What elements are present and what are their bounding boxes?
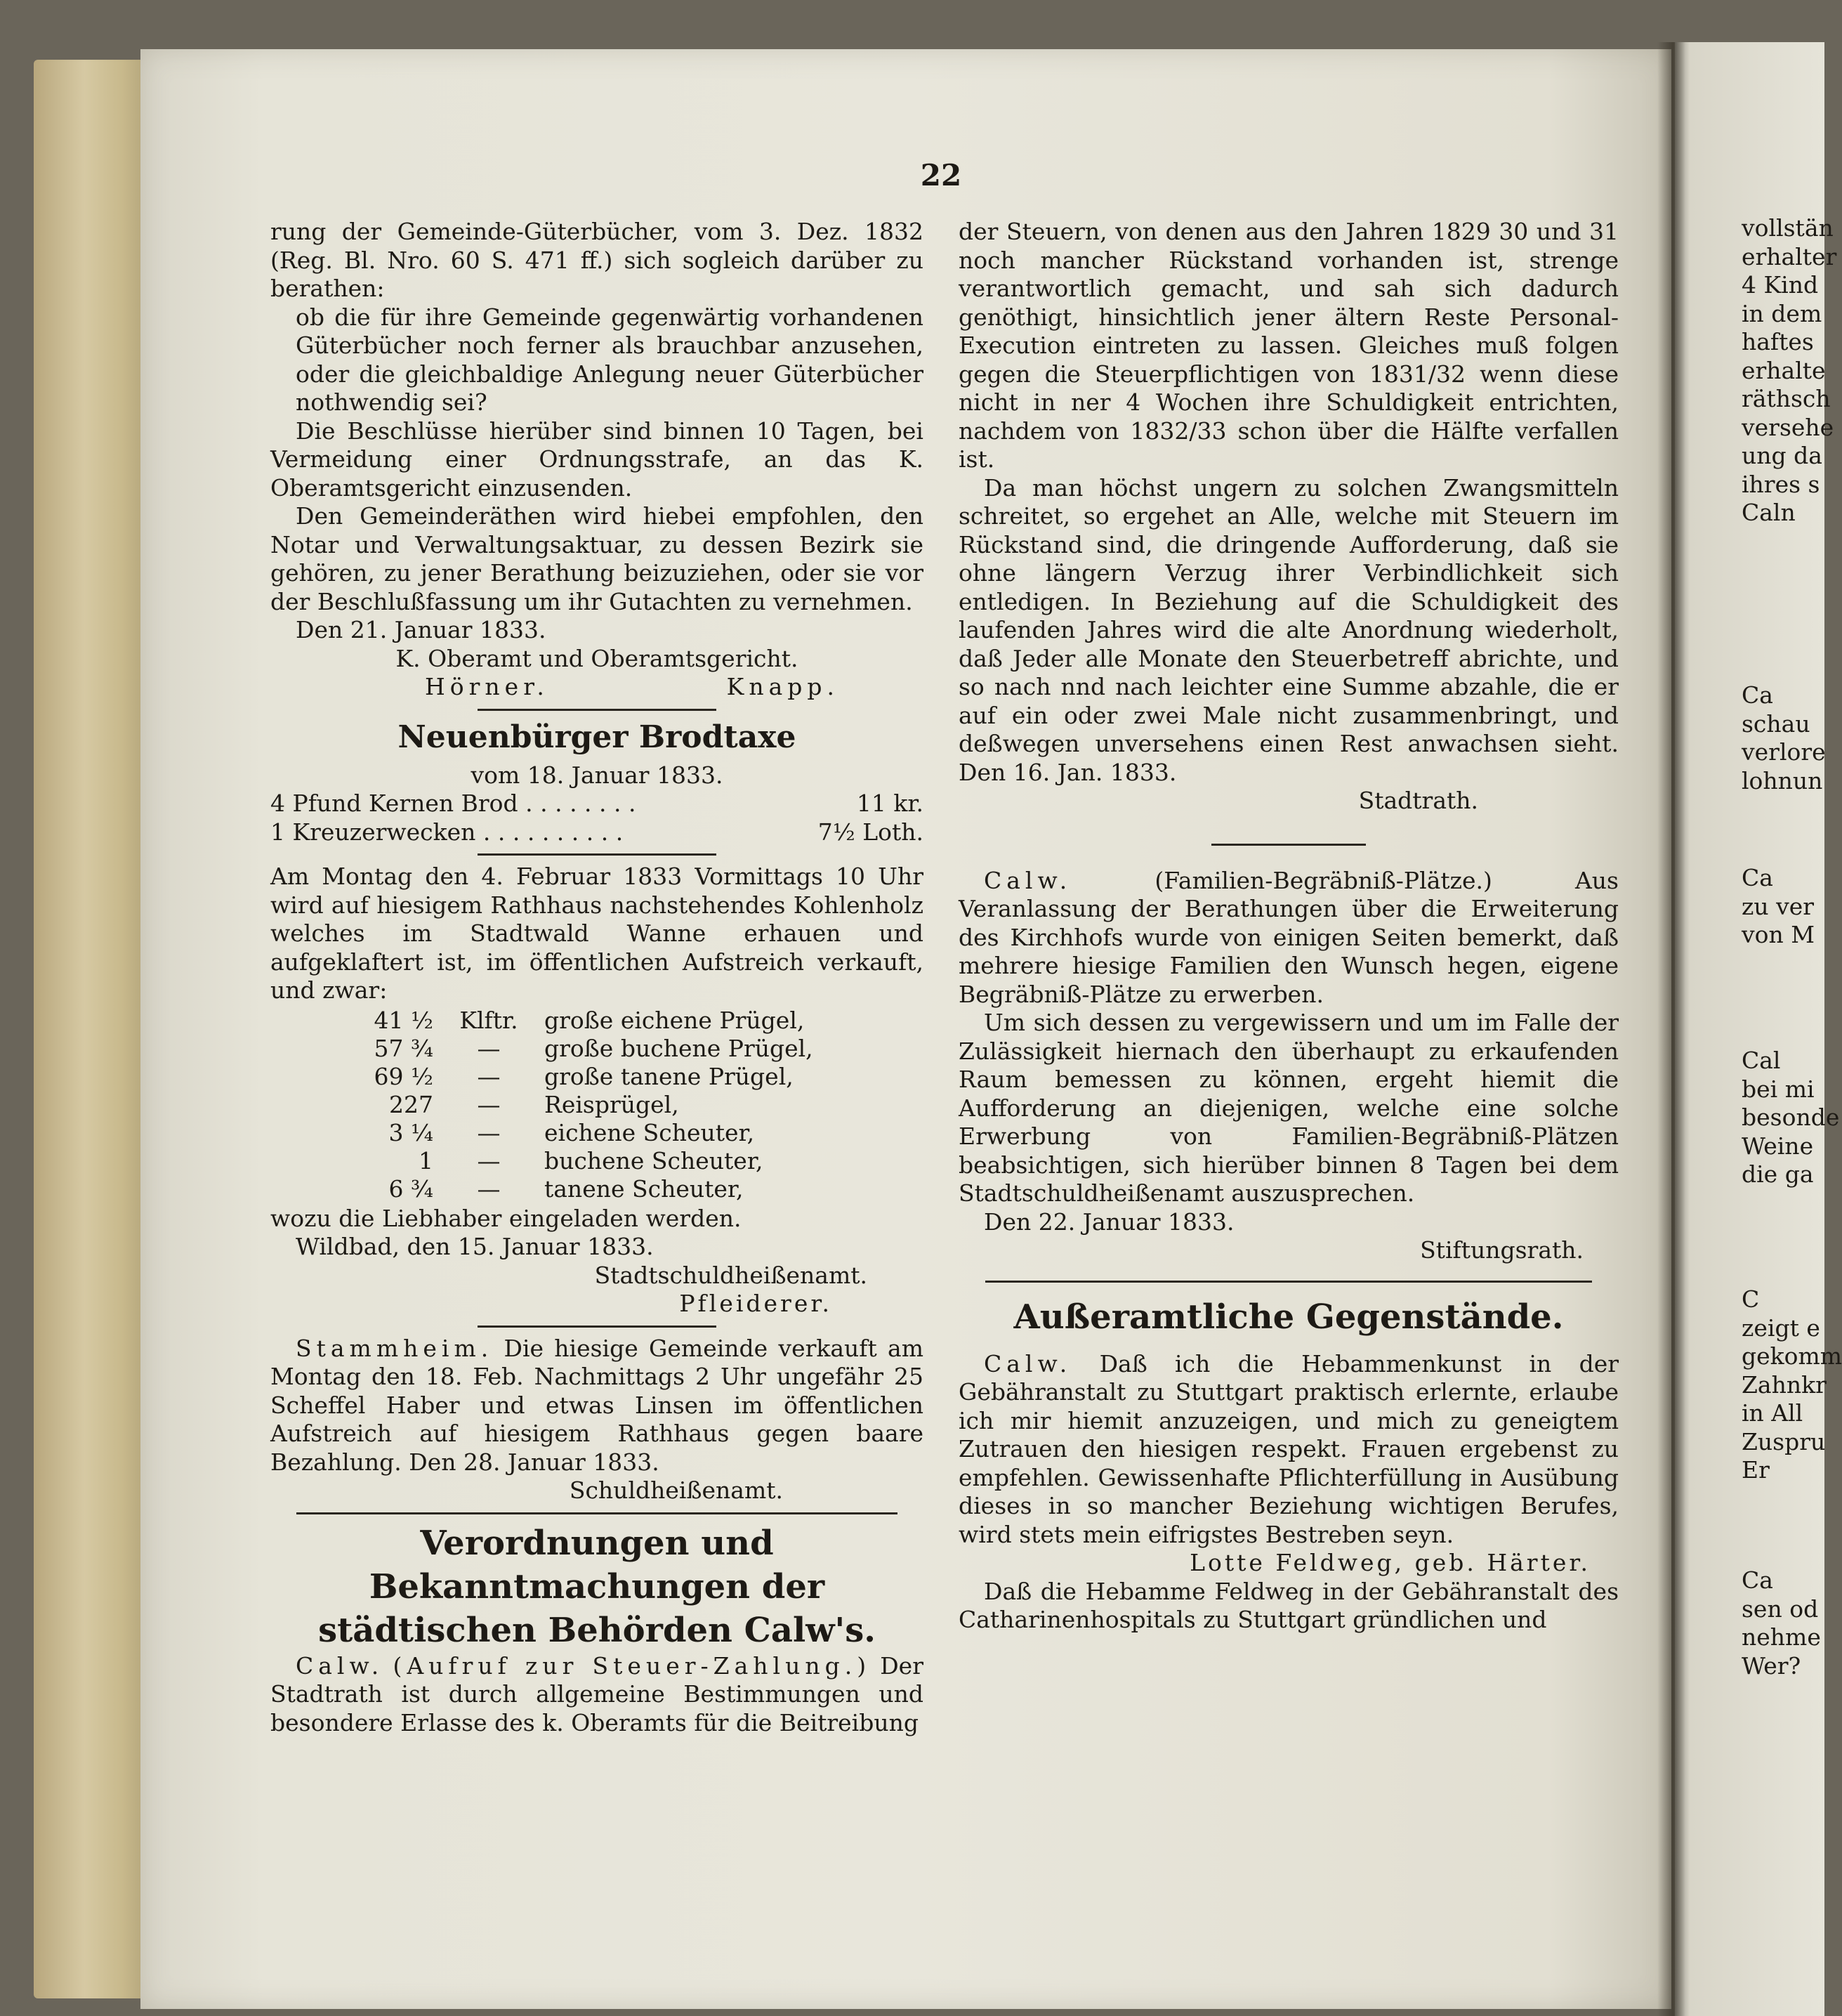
section-title: Außeramtliche Gegenstände. (1013, 1297, 1564, 1337)
notice-title: (Aufruf zur Steuer-Zahlung.) (393, 1651, 871, 1680)
unit: — (477, 1034, 501, 1062)
left-column (270, 218, 923, 1737)
desc: große eichene Prügel, (544, 1006, 805, 1034)
divider (1211, 844, 1366, 846)
np-line: Ca (1742, 864, 1773, 891)
np-line: ung da (1742, 442, 1822, 469)
place-name: Stammheim. (296, 1334, 494, 1362)
authority-line: Schuldheißenamt. (569, 1477, 783, 1504)
authority-line: Stadtrath. (1358, 787, 1478, 814)
next-page-block-6 (1675, 1566, 1821, 1680)
divider (478, 853, 716, 856)
np-line: verlore (1742, 738, 1826, 766)
signer: Hörner. (425, 673, 549, 700)
desc: große buchene Prügel, (544, 1034, 813, 1062)
np-line: besonde (1742, 1104, 1840, 1131)
bread-price: 11 kr. (856, 790, 923, 817)
np-line: gekomm (1742, 1342, 1842, 1370)
qty: 227 (389, 1090, 433, 1118)
signer: Pfleiderer. (679, 1290, 832, 1317)
np-line: in All (1742, 1399, 1803, 1427)
divider (478, 709, 716, 711)
place-name: Calw. (984, 1349, 1072, 1377)
qty: 57 ¾ (374, 1034, 433, 1062)
signature-row (270, 673, 923, 702)
next-page-block-3 (1675, 864, 1815, 950)
unit: — (477, 1062, 501, 1090)
table-row (348, 1091, 822, 1119)
qty: 41 ½ (374, 1006, 433, 1034)
np-line: nehme (1742, 1623, 1821, 1651)
right-column (959, 218, 1619, 1635)
np-line: in dem (1742, 299, 1822, 327)
qty: 3 ¼ (388, 1118, 433, 1146)
unit: — (477, 1118, 501, 1146)
qty: 69 ½ (374, 1062, 433, 1090)
intro-paragraph: rung der Gemeinde-Güterbücher, vom 3. Dez. 1832 (Reg. Bl. Nro. 60 S. 471 ff.) sich sogleich darüber zu berathen: (270, 218, 923, 302)
np-line: erhalter (1742, 242, 1837, 270)
authority-line: Stiftungsrath. (1420, 1236, 1584, 1264)
desc: buchene Scheuter, (544, 1146, 763, 1174)
np-line: Caln (1742, 499, 1796, 526)
desc: tanene Scheuter, (544, 1174, 744, 1203)
np-line: Ca (1742, 681, 1773, 709)
qty: 1 (419, 1146, 433, 1174)
section-divider (296, 1512, 897, 1514)
wood-intro: Am Montag den 4. Februar 1833 Vormittags 10 Uhr wird auf hiesigem Rathhaus nachstehendes Kohlenholz welches im Stadtwald Wanne erhauen und aufgeklaftert ist, im öffentlichen Aufstreich verkauft, und zwar: (270, 863, 923, 1004)
bread-row (270, 790, 923, 818)
authority-line: Stadtschuldheißenamt. (594, 1261, 867, 1289)
np-line: zu ver (1742, 892, 1815, 920)
np-line: von M (1742, 921, 1815, 948)
np-line: räthsch (1742, 385, 1831, 412)
bread-date: vom 18. Januar 1833. (471, 761, 723, 789)
next-page-block-2 (1675, 681, 1826, 795)
np-line: Zahnkr (1742, 1370, 1827, 1399)
np-line: ihres s (1742, 470, 1820, 498)
np-line: bei mi (1742, 1075, 1815, 1103)
bread-title: Neuenbürger Brodtaxe (397, 719, 796, 755)
tax-continued: der Steuern, von denen aus den Jahren 1829 30 und 31 noch mancher Rückstand vorhanden ist, strenge verantwortlich gemacht, und sah sich dadurch genöthigt, hinsichtlich jener ältern Reste Personal-Execution eintreten zu lassen. Gleiches muß folgen gegen die Steuerpflichtigen von 1831/32 wenn diese nicht in ner 4 Wochen ihre Schuldigkeit entrichten, nachdem von 1832/33 schon über die Hälfte verfallen ist. (959, 218, 1619, 473)
np-line: haftes (1742, 328, 1814, 355)
np-line: sen od (1742, 1595, 1819, 1623)
midwife-next: Daß die Hebamme Feldweg in der Gebähranstalt des Catharinenhospitals zu Stuttgart gründlichen und (959, 1577, 1619, 1633)
unit: — (477, 1174, 501, 1203)
bread-item: 1 Kreuzerwecken . . . . . . . . . . (270, 818, 624, 846)
burial-notice (959, 867, 1619, 1009)
divider (478, 1326, 716, 1328)
np-line: zeigt e (1742, 1314, 1820, 1342)
next-page-block-4 (1675, 1047, 1839, 1189)
decision-paragraph: Die Beschlüsse hierüber sind binnen 10 Tagen, bei Vermeidung einer Ordnungsstrafe, an das K. Oberamtsgericht einzusenden. (270, 417, 923, 502)
unit: Klftr. (459, 1006, 518, 1034)
table-row (348, 1119, 822, 1147)
np-line: Weine (1742, 1132, 1814, 1160)
unit: — (477, 1090, 501, 1118)
bread-item: 4 Pfund Kernen Brod . . . . . . . . (270, 790, 636, 817)
np-line: Zuspru (1742, 1427, 1826, 1455)
np-line: Cal (1742, 1047, 1781, 1074)
desc: eichene Scheuter, (544, 1118, 755, 1146)
np-line: versehe (1742, 413, 1834, 441)
notice-title: (Familien-Begräbniß-Plätze.) (1154, 866, 1492, 894)
next-page-block-5 (1675, 1285, 1842, 1485)
table-row (348, 1035, 822, 1063)
next-page (1675, 42, 1842, 2016)
bread-row (270, 818, 923, 847)
notice-text: Der Stadtrath ist durch allgemeine Bestimmungen und besondere Erlasse des k. Oberamts für die Beitreibung (270, 1651, 923, 1736)
date-line: Den 21. Januar 1833. (296, 616, 546, 643)
notice-text: Die hiesige Gemeinde verkauft am Montag den 18. Feb. Nachmittags 2 Uhr ungefähr 25 Scheffel Haber und etwas Linsen im öffentlichen Aufstreich auf hiesigem Rathhaus gegen baare Bezahlung. Den 28. Januar 1833. (270, 1334, 923, 1476)
gutter-shadow (1657, 42, 1685, 2016)
notice-text: Aus Veranlassung der Berathungen über die Erweiterung des Kirchhofs wurde von einigen Seiten bemerkt, daß mehrere hiesige Familien den Wunsch hegen, eigene Begräbniß-Plätze zu erwerben. (959, 866, 1619, 1008)
bread-price: 7½ Loth. (817, 818, 923, 846)
notice-text: Daß ich die Hebammenkunst in der Gebähranstalt zu Stuttgart praktisch erlernte, erlaube ich mir hiemit anzuzeigen, und mich zu geneigtem Zutrauen den hiesigen respekt. Frauen ergebenst zu empfehlen. Gewissenhafte Pflichterfüllung in Ausübung dieses in so mancher Beziehung wichtigen Berufes, wird stets mein eifrigstes Bestreben seyn. (959, 1349, 1619, 1548)
date-line: Wildbad, den 15. Januar 1833. (296, 1233, 654, 1260)
np-line: erhalte (1742, 356, 1826, 384)
section-title: Verordnungen und Bekanntmachungen der städtischen Behörden Calw's. (318, 1523, 876, 1650)
table-row (348, 1147, 822, 1175)
np-line: C (1742, 1285, 1760, 1313)
qty: 6 ¾ (388, 1174, 433, 1203)
advice-paragraph: Den Gemeinderäthen wird hiebei empfohlen, den Notar und Verwaltungsaktuar, zu dessen Bezirk sie gehören, zu jener Berathung beizuziehen, oder sie vor der Beschlußfassung um ihr Gutachten zu vernehmen. (270, 502, 923, 615)
page-number: 22 (920, 158, 962, 192)
np-line: lohnun (1742, 766, 1823, 794)
burial-second: Um sich dessen zu vergewissern und um im Falle der Zulässigkeit hiernach den überhaupt zu erkaufenden Raum bemessen zu können, ergeht hiemit die Aufforderung an diejenigen, welche eine solche Erwerbung von Familien-Begräbniß-Plätzen beabsichtigen, sich hierüber binnen 8 Tagen bei dem Stadtschuldheißenamt auszusprechen. (959, 1009, 1619, 1207)
desc: große tanene Prügel, (544, 1062, 794, 1090)
wood-table (348, 1007, 822, 1203)
signer: Lotte Feldweg, geb. Härter. (1190, 1549, 1591, 1576)
section-divider (985, 1281, 1593, 1283)
wood-close: wozu die Liebhaber eingeladen werden. (270, 1204, 742, 1232)
stammheim-notice (270, 1335, 923, 1477)
place-name: Calw. (984, 866, 1072, 894)
desc: Reisprügel, (544, 1090, 679, 1118)
np-line: schau (1742, 709, 1810, 738)
np-line: die ga (1742, 1160, 1814, 1188)
table-row (348, 1007, 822, 1035)
np-line: Wer? (1742, 1651, 1801, 1680)
question-paragraph: ob die für ihre Gemeinde gegenwärtig vorhandenen Güterbücher noch ferner als brauchbar anzusehen, oder die gleichbaldige Anlegung neuer Güterbücher nothwendig sei? (296, 303, 923, 416)
np-line: Er (1742, 1456, 1770, 1484)
signer: Knapp. (726, 673, 839, 700)
table-row (348, 1175, 822, 1203)
np-line: 4 Kind (1742, 271, 1819, 299)
tax-second: Da man höchst ungern zu solchen Zwangsmitteln schreitet, so ergehet an Alle, welche mit Steuern im Rückstand sind, die dringende Aufforderung, daß sie ohne längern Verzug ihrer Verbindlichkeit sich entledigen. In Beziehung auf die Schuldigkeit des laufenden Jahres wird die alte Anordnung wiederholt, daß Jeder alle Monate den Steuerbetreff abrichte, und so nach nnd nach leichter eine Summe abzahle, die er auf ein oder zwei Male nicht zusammenbringt, und deßwegen unversehens einen Rest anwachsen sieht. Den 16. Jan. 1833. (959, 473, 1619, 786)
next-page-block-1 (1675, 214, 1836, 528)
date-line: Den 22. Januar 1833. (984, 1207, 1235, 1236)
authority-line: K. Oberamt und Oberamtsgericht. (395, 644, 798, 672)
unit: — (477, 1146, 501, 1174)
calw-tax-notice (270, 1652, 923, 1738)
midwife-notice (959, 1350, 1619, 1550)
np-line: Ca (1742, 1566, 1773, 1594)
place-name: Calw. (296, 1651, 384, 1680)
np-line: vollstän (1742, 214, 1834, 242)
table-row (348, 1063, 822, 1091)
